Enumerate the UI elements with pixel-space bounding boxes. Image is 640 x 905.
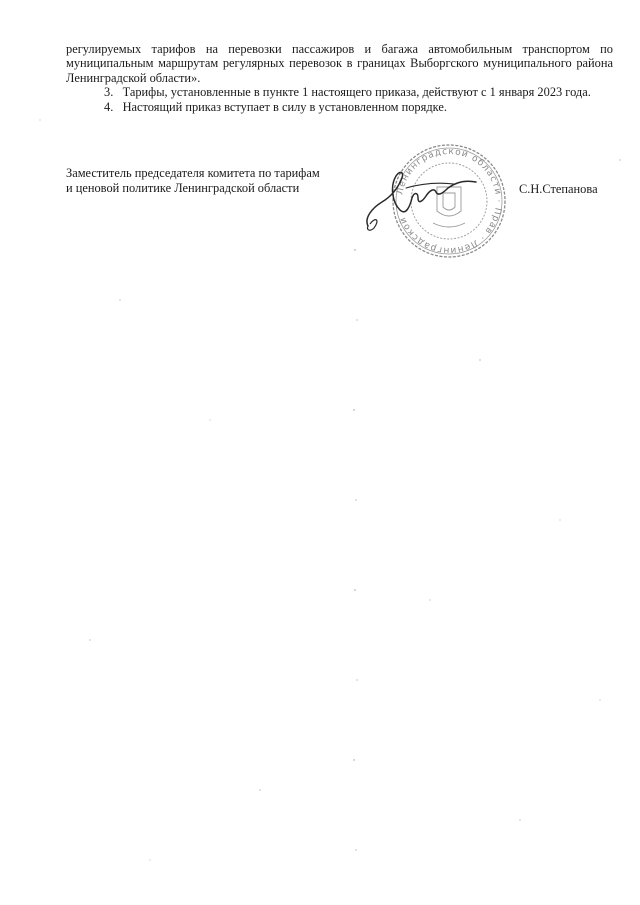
signer-name: С.Н.Степанова	[519, 182, 598, 196]
document-body	[66, 42, 613, 114]
paragraph-4: 4. Настоящий приказ вступает в силу в установленном порядке.	[104, 99, 447, 114]
paragraph-3: 3. Тарифы, установленные в пункте 1 настоящего приказа, действуют с 1 января 2023 года.	[104, 85, 591, 100]
position-line-2: и ценовой политике Ленинградской области	[66, 180, 300, 195]
signatory-position	[66, 166, 356, 195]
position-line-1: Заместитель председателя комитета по тарифам	[66, 166, 320, 180]
paragraph-continuation: регулируемых тарифов на перевозки пассажиров и багажа автомобильным транспортом по муниципальным маршрутам регулярных перевозок в границах Выборгского муниципального района Ленинградской области».	[66, 42, 613, 85]
handwritten-signature	[362, 158, 482, 233]
svg-text:Ленинградской области · Прав ·: Ленинградской области · Прав · Ленинградской	[395, 146, 504, 256]
